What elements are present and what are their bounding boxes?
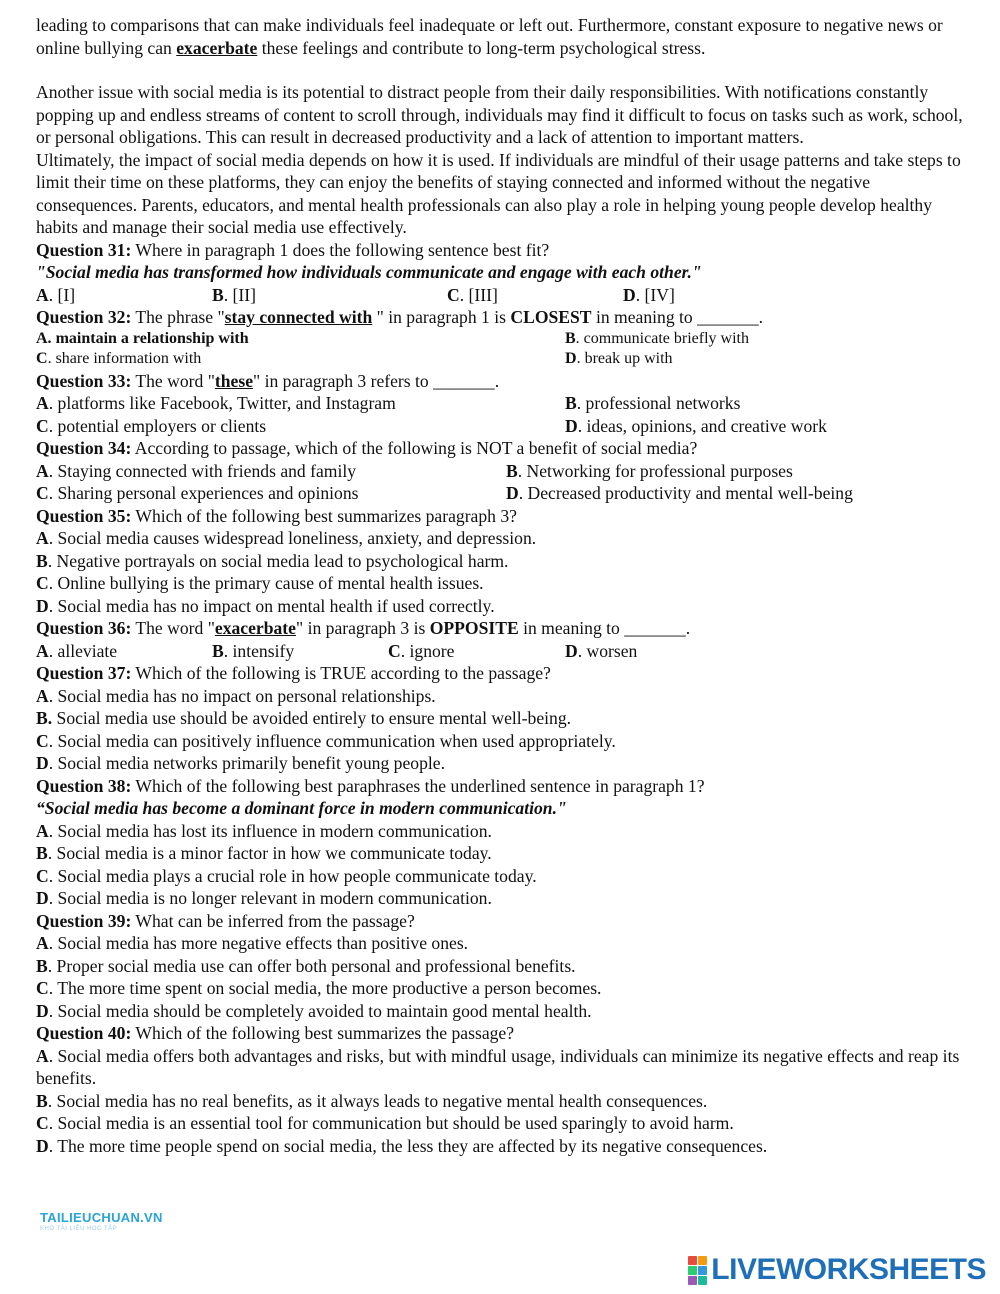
q37-option-b[interactable]: B. Social media use should be avoided entirely to ensure mental well-being.	[36, 708, 572, 728]
q34-option-a[interactable]: A. Staying connected with friends and family	[36, 460, 357, 481]
q39-option-d[interactable]: D. Social media should be completely avoided to maintain good mental health.	[36, 1000, 592, 1021]
q36-option-b[interactable]: B. intensify	[212, 640, 295, 661]
question-38: Question 38: Which of the following best paraphrases the underlined sentence in paragraph 1?	[36, 775, 705, 796]
q39-option-a[interactable]: A. Social media has more negative effects than positive ones.	[36, 933, 469, 953]
q33-option-c[interactable]: C. potential employers or clients	[36, 415, 267, 436]
q37-option-c[interactable]: C. Social media can positively influence communication when used appropriately.	[36, 730, 616, 751]
q32-option-b[interactable]: B. communicate briefly with	[565, 329, 749, 347]
liveworksheets-brand-text: LIVEWORKSHEETS	[711, 1253, 986, 1286]
passage-paragraph-5: Ultimately, the impact of social media depends on how it is used. If individuals are mindful of their usage patterns and take steps to limit their time on these platforms, they can enjoy the benefits of staying connected and informed without the negative consequences. Parents, educators, and mental health professionals can also play a role in helping young people develop healthy habits and manage their social media use effectively.	[36, 149, 961, 237]
question-33-options-row2	[36, 415, 966, 438]
question-37: Question 37: Which of the following is TRUE according to the passage?	[36, 663, 551, 683]
worksheet-page	[36, 14, 966, 1157]
question-31-quote: "Social media has transformed how individuals communicate and engage with each other."	[36, 262, 702, 282]
q38-option-a[interactable]: A. Social media has lost its influence in modern communication.	[36, 820, 492, 841]
question-39: Question 39: What can be inferred from the passage?	[36, 910, 415, 931]
q32-option-a[interactable]: A. maintain a relationship with	[36, 329, 249, 347]
question-31: Question 31: Where in paragraph 1 does the following sentence best fit?	[36, 239, 550, 260]
q36-option-a[interactable]: A. alleviate	[36, 640, 118, 661]
q33-option-d[interactable]: D. ideas, opinions, and creative work	[565, 415, 827, 436]
question-33: Question 33: The word "these" in paragraph 3 refers to _______.	[36, 370, 500, 391]
q36-option-d[interactable]: D. worsen	[565, 640, 638, 661]
q37-option-a[interactable]: A. Social media has no impact on personal relationships.	[36, 685, 436, 706]
question-36-options	[36, 640, 966, 663]
question-34: Question 34: According to passage, which of the following is NOT a benefit of social media?	[36, 438, 698, 458]
q31-option-d[interactable]: D. [IV]	[623, 284, 675, 305]
block-icon-6	[698, 1276, 707, 1285]
question-34-options-row2	[36, 482, 966, 505]
liveworksheets-logo[interactable]	[688, 1252, 986, 1288]
q36-option-c[interactable]: C. ignore	[388, 640, 455, 661]
question-34-options-row1	[36, 460, 966, 483]
q40-option-a[interactable]: A. Social media offers both advantages and risks, but with mindful usage, individuals can minimize its negative effects and reap its benefits.	[36, 1045, 960, 1088]
block-icon-5	[688, 1276, 697, 1285]
tailieuchuan-logo	[40, 1210, 163, 1232]
block-icon-3	[688, 1266, 697, 1275]
q34-option-d[interactable]: D. Decreased productivity and mental well-being	[506, 483, 853, 503]
q35-option-d[interactable]: D. Social media has no impact on mental health if used correctly.	[36, 595, 495, 616]
q31-option-b[interactable]: B. [II]	[212, 284, 256, 305]
question-32: Question 32: The phrase "stay connected with " in paragraph 1 is CLOSEST in meaning to _______.	[36, 307, 764, 327]
q33-option-b[interactable]: B. professional networks	[565, 393, 741, 413]
question-40: Question 40: Which of the following best summarizes the passage?	[36, 1023, 515, 1043]
q38-option-d[interactable]: D. Social media is no longer relevant in modern communication.	[36, 888, 492, 908]
tailieuchuan-tagline: KHO TÀI LIỆU HỌC TẬP	[40, 1226, 118, 1232]
passage-paragraph-2-end: leading to comparisons that can make individuals feel inadequate or left out. Furthermore, constant exposure to negative news or online bullying can exacerbate these feelings and contribute to long-term psychological stress.	[36, 15, 943, 58]
question-32-options-row2	[36, 349, 966, 370]
tailieuchuan-logo-text: TAILIEUCHUAN.VN	[40, 1210, 163, 1225]
block-icon-4	[698, 1266, 707, 1275]
q40-option-c[interactable]: C. Social media is an essential tool for communication but should be used sparingly to avoid harm.	[36, 1113, 734, 1133]
block-icon-1	[688, 1256, 697, 1265]
keyword-exacerbate: exacerbate	[176, 37, 258, 58]
q39-option-c[interactable]: C. The more time spent on social media, the more productive a person becomes.	[36, 978, 602, 998]
q33-option-a[interactable]: A. platforms like Facebook, Twitter, and Instagram	[36, 393, 396, 413]
q34-option-c[interactable]: C. Sharing personal experiences and opinions	[36, 483, 359, 503]
q40-option-d[interactable]: D. The more time people spend on social media, the less they are affected by its negative consequences.	[36, 1135, 768, 1156]
passage-paragraph-4: Another issue with social media is its potential to distract people from their daily responsibilities. With notifications constantly popping up and endless streams of content to scroll through, individuals may find it difficult to focus on tasks such as work, school, or personal obligations. This can result in decreased productivity and a lack of attention to important matters.	[36, 82, 963, 147]
q32-option-c[interactable]: C. share information with	[36, 350, 202, 367]
block-icon-2	[698, 1256, 707, 1265]
q39-option-b[interactable]: B. Proper social media use can offer both personal and professional benefits.	[36, 955, 576, 976]
q31-option-c[interactable]: C. [III]	[447, 284, 498, 305]
q38-option-c[interactable]: C. Social media plays a crucial role in how people communicate today.	[36, 865, 537, 886]
question-36: Question 36: The word "exacerbate" in paragraph 3 is OPPOSITE in meaning to _______.	[36, 618, 691, 638]
question-32-options-row1	[36, 329, 966, 350]
q34-option-b[interactable]: B. Networking for professional purposes	[506, 460, 793, 481]
question-31-options	[36, 284, 966, 307]
q37-option-d[interactable]: D. Social media networks primarily benefit young people.	[36, 753, 445, 773]
liveworksheets-blocks-icon	[688, 1256, 707, 1285]
q32-option-d[interactable]: D. break up with	[565, 350, 673, 367]
q40-option-b[interactable]: B. Social media has no real benefits, as it always leads to negative mental health consequences.	[36, 1090, 708, 1111]
question-38-quote: “Social media has become a dominant force in modern communication."	[36, 798, 567, 818]
q35-option-a[interactable]: A. Social media causes widespread loneliness, anxiety, and depression.	[36, 528, 537, 548]
q38-option-b[interactable]: B. Social media is a minor factor in how we communicate today.	[36, 843, 492, 863]
question-35: Question 35: Which of the following best summarizes paragraph 3?	[36, 505, 517, 526]
question-33-options-row1	[36, 392, 966, 415]
q35-option-c[interactable]: C. Online bullying is the primary cause of mental health issues.	[36, 573, 484, 593]
q35-option-b[interactable]: B. Negative portrayals on social media lead to psychological harm.	[36, 550, 509, 571]
q31-option-a[interactable]: A. [I]	[36, 284, 76, 305]
